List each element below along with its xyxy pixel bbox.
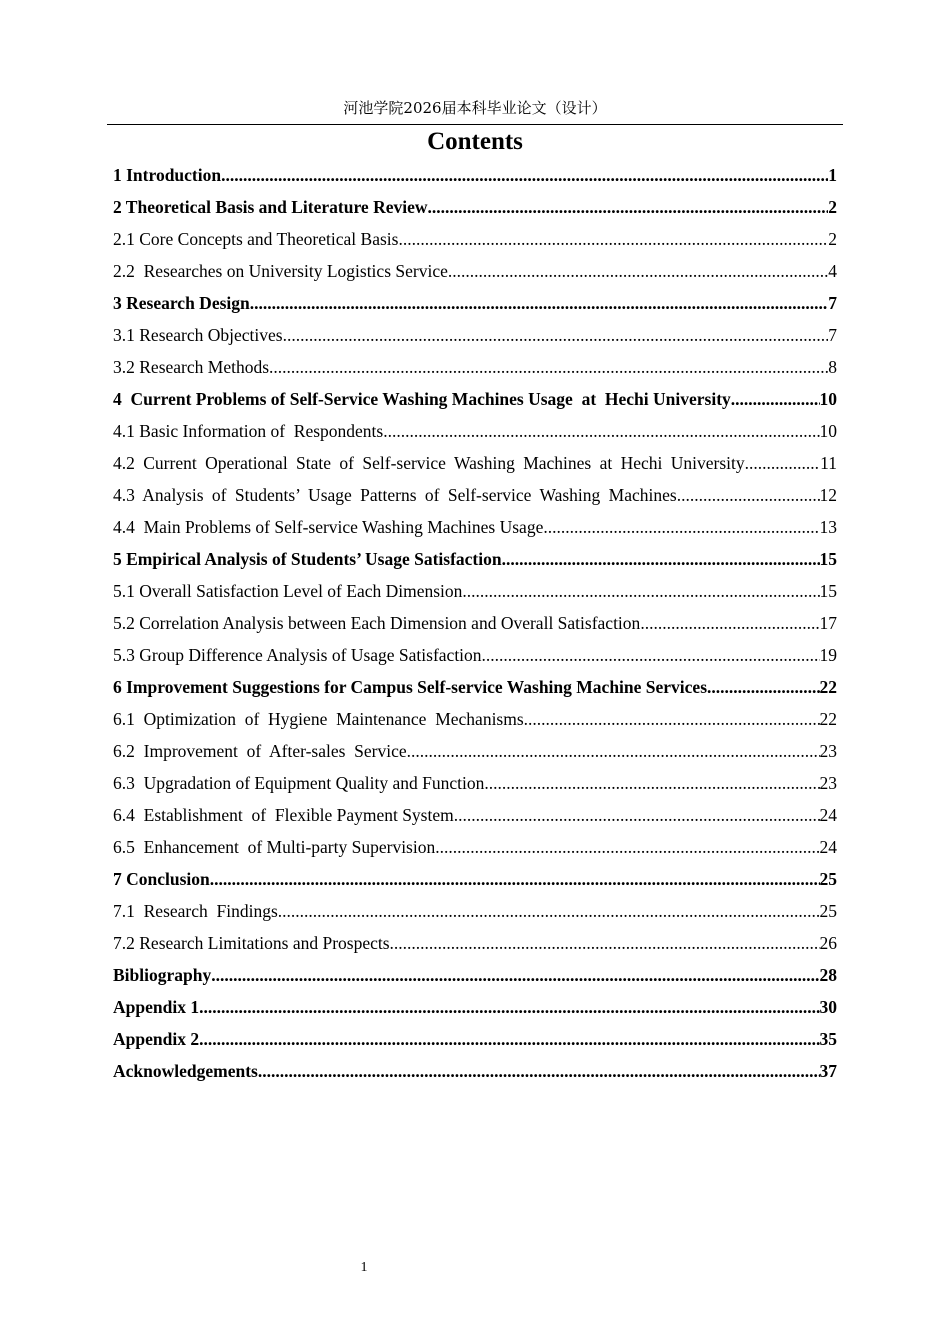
- toc-entry-label: 2.2 Researches on University Logistics Service: [113, 261, 448, 281]
- toc-entry[interactable]: [113, 895, 837, 927]
- toc-entry-page: 23: [819, 741, 837, 761]
- toc-entry-label: 5.2 Correlation Analysis between Each Dimension and Overall Satisfaction: [113, 613, 641, 633]
- toc-entry-label: 2.1 Core Concepts and Theoretical Basis: [113, 229, 399, 249]
- toc-leader-dots: [283, 319, 829, 351]
- toc-entry[interactable]: [113, 575, 837, 607]
- toc-entry-label: 1 Introduction: [113, 165, 222, 185]
- toc-leader-dots: [210, 863, 820, 895]
- toc-entry-label: Appendix 2: [113, 1029, 200, 1049]
- toc-entry-label: 4 Current Problems of Self-Service Washing Machines Usage at Hechi University: [113, 389, 731, 409]
- toc-entry-label: 7.1 Research Findings: [113, 901, 278, 921]
- toc-leader-dots: [448, 255, 828, 287]
- toc-entry-page: 2: [828, 197, 837, 217]
- toc-leader-dots: [543, 511, 819, 543]
- toc-entry-label: 6.3 Upgradation of Equipment Quality and Function: [113, 773, 485, 793]
- toc-entry-page: 1: [828, 165, 837, 185]
- toc-entry[interactable]: [113, 863, 837, 895]
- toc-entry[interactable]: [113, 767, 837, 799]
- toc-entry-page: 4: [828, 261, 837, 281]
- toc-entry-page: 22: [819, 677, 837, 697]
- toc-entry[interactable]: [113, 927, 837, 959]
- toc-entry-label: 6.5 Enhancement of Multi-party Supervision: [113, 837, 436, 857]
- toc-entry-page: 23: [819, 773, 837, 793]
- toc-entry-page: 28: [819, 965, 837, 985]
- toc-entry-page: 22: [819, 709, 837, 729]
- toc-leader-dots: [462, 575, 819, 607]
- toc-leader-dots: [502, 543, 820, 575]
- toc-leader-dots: [482, 639, 820, 671]
- toc-leader-dots: [258, 1055, 820, 1087]
- toc-entry-page: 2: [828, 229, 837, 249]
- toc-entry-page: 15: [819, 549, 837, 569]
- toc-leader-dots: [640, 607, 819, 639]
- toc-entry[interactable]: [113, 831, 837, 863]
- toc-entry-page: 11: [820, 453, 837, 473]
- toc-entry-page: 24: [819, 805, 837, 825]
- toc-entry-page: 37: [819, 1061, 837, 1081]
- toc-entry-label: 6 Improvement Suggestions for Campus Self-service Washing Machine Services: [113, 677, 708, 697]
- toc-entry-page: 26: [819, 933, 837, 953]
- toc-entry-label: 4.3 Analysis of Students’ Usage Patterns of Self-service Washing Machines: [113, 485, 677, 505]
- toc-leader-dots: [454, 799, 820, 831]
- toc-leader-dots: [250, 287, 829, 319]
- toc-entry[interactable]: [113, 639, 837, 671]
- toc-entry[interactable]: [113, 703, 837, 735]
- toc-leader-dots: [390, 927, 820, 959]
- toc-leader-dots: [278, 895, 820, 927]
- toc-entry[interactable]: [113, 799, 837, 831]
- toc-entry-label: 4.2 Current Operational State of Self-service Washing Machines at Hechi University: [113, 453, 745, 473]
- toc-leader-dots: [199, 1023, 819, 1055]
- toc-entry-page: 12: [819, 485, 837, 505]
- toc-entry-page: 13: [819, 517, 837, 537]
- toc-leader-dots: [707, 671, 819, 703]
- toc-entry-label: 7.2 Research Limitations and Prospects: [113, 933, 390, 953]
- toc-entry[interactable]: [113, 255, 837, 287]
- toc-entry-label: Acknowledgements: [113, 1061, 258, 1081]
- toc-entry[interactable]: [113, 159, 837, 191]
- toc-entry[interactable]: [113, 959, 837, 991]
- toc-entry-page: 8: [828, 357, 837, 377]
- toc-entry-page: 10: [819, 421, 837, 441]
- toc-entry[interactable]: [113, 511, 837, 543]
- toc-entry[interactable]: [113, 191, 837, 223]
- toc-entry-page: 15: [819, 581, 837, 601]
- toc-entry-label: 3 Research Design: [113, 293, 250, 313]
- toc-entry-label: 5 Empirical Analysis of Students’ Usage Satisfaction: [113, 549, 502, 569]
- toc-leader-dots: [677, 479, 820, 511]
- toc-leader-dots: [211, 959, 819, 991]
- toc-entry-page: 7: [828, 325, 837, 345]
- toc-entry-label: 5.3 Group Difference Analysis of Usage Satisfaction: [113, 645, 482, 665]
- page-header: 河池学院2026届本科毕业论文（设计）: [343, 99, 607, 117]
- toc-entry-label: 7 Conclusion: [113, 869, 210, 889]
- toc-entry[interactable]: [113, 1023, 837, 1055]
- toc-title: Contents: [427, 128, 523, 155]
- toc-entry-page: 25: [819, 901, 837, 921]
- header-rule: [107, 124, 843, 125]
- toc-leader-dots: [383, 415, 819, 447]
- toc-entry-page: 35: [819, 1029, 837, 1049]
- toc-entry[interactable]: [113, 287, 837, 319]
- toc-entry-label: 6.1 Optimization of Hygiene Maintenance Mechanisms: [113, 709, 524, 729]
- toc-leader-dots: [524, 703, 820, 735]
- toc-entry-page: 7: [828, 293, 837, 313]
- toc-entry-label: 5.1 Overall Satisfaction Level of Each Dimension: [113, 581, 463, 601]
- toc-leader-dots: [731, 383, 820, 415]
- toc-entry-label: 6.2 Improvement of After-sales Service: [113, 741, 407, 761]
- toc-leader-dots: [398, 223, 828, 255]
- toc-entry[interactable]: [113, 447, 837, 479]
- toc-entry-label: 4.1 Basic Information of Respondents: [113, 421, 384, 441]
- toc-leader-dots: [407, 735, 820, 767]
- toc-entry-label: Bibliography: [113, 965, 212, 985]
- toc-leader-dots: [428, 191, 829, 223]
- toc-entry-page: 17: [819, 613, 837, 633]
- toc-entry[interactable]: [113, 607, 837, 639]
- toc-entry[interactable]: [113, 991, 837, 1023]
- toc-entry[interactable]: [113, 383, 837, 415]
- toc-entry[interactable]: [113, 415, 837, 447]
- toc-leader-dots: [269, 351, 828, 383]
- toc-entry-label: 3.1 Research Objectives: [113, 325, 283, 345]
- toc-entry-label: Appendix 1: [113, 997, 200, 1017]
- table-of-contents: [113, 159, 837, 1087]
- toc-entry[interactable]: [113, 543, 837, 575]
- toc-entry-page: 24: [819, 837, 837, 857]
- toc-entry-label: 4.4 Main Problems of Self-service Washing Machines Usage: [113, 517, 544, 537]
- toc-entry[interactable]: [113, 351, 837, 383]
- toc-entry[interactable]: [113, 735, 837, 767]
- toc-entry-page: 19: [819, 645, 837, 665]
- toc-entry-label: 3.2 Research Methods: [113, 357, 270, 377]
- toc-entry[interactable]: [113, 479, 837, 511]
- toc-entry-page: 25: [819, 869, 837, 889]
- toc-entry-page: 30: [819, 997, 837, 1017]
- toc-entry[interactable]: [113, 1055, 837, 1087]
- toc-entry[interactable]: [113, 223, 837, 255]
- toc-leader-dots: [435, 831, 819, 863]
- toc-leader-dots: [199, 991, 819, 1023]
- toc-entry-page: 10: [819, 389, 837, 409]
- toc-entry[interactable]: [113, 319, 837, 351]
- toc-entry[interactable]: [113, 671, 837, 703]
- toc-leader-dots: [484, 767, 819, 799]
- toc-entry-label: 2 Theoretical Basis and Literature Review: [113, 197, 428, 217]
- toc-entry-label: 6.4 Establishment of Flexible Payment System: [113, 805, 454, 825]
- toc-leader-dots: [221, 159, 828, 191]
- toc-leader-dots: [745, 447, 820, 479]
- page-number: 1: [360, 1260, 368, 1275]
